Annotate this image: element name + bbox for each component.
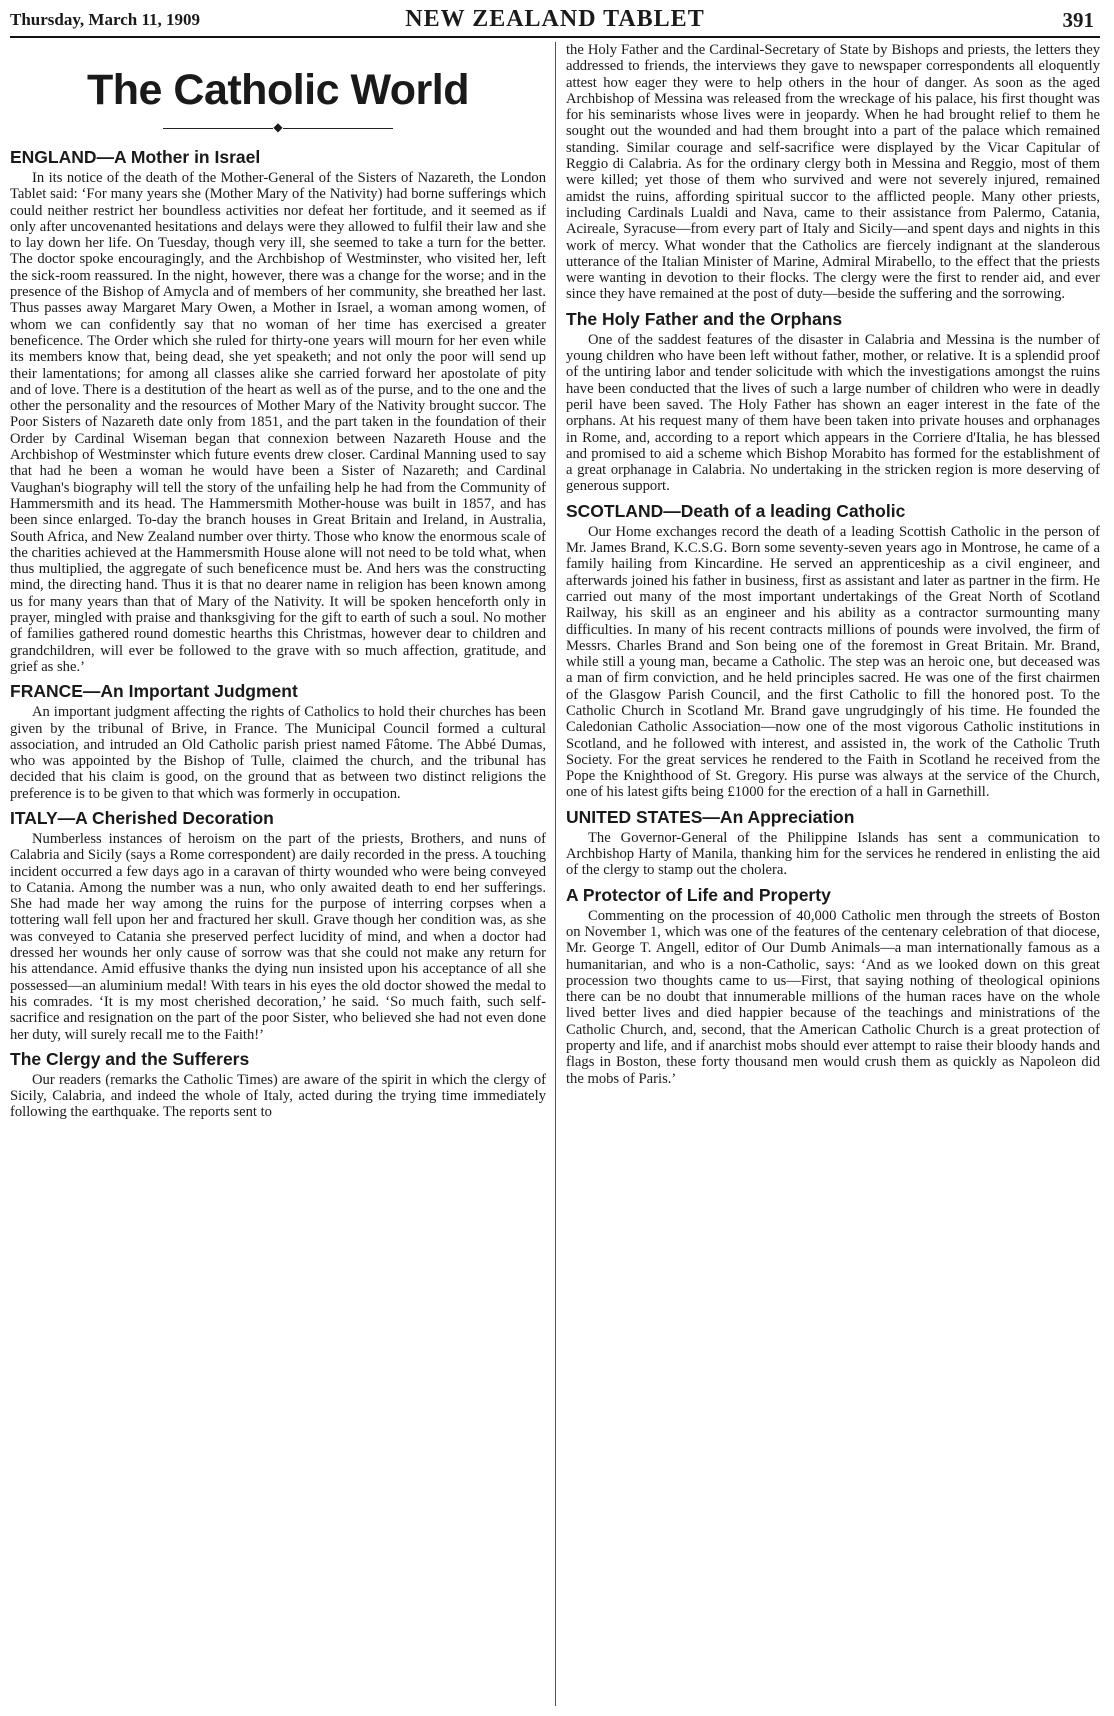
article-heading-clergy: The Clergy and the Sufferers — [10, 1048, 250, 1069]
article-body-italy: Numberless instances of heroism on the part of the priests, Brothers, and nuns of Calabria and Sicily (says a Rome correspondent) are daily recorded in the press. A touching incident occurred a few days ago in a caravan of thirty wounded who were being conveyed to Catania. Among the number was a nun, who only awaited death to end her sufferings. She had made her way among the ruins for the purpose of interring corpses when a tottering wall fell upon her and fractured her skull. Grave though her condition was, as she was conveyed to Catania she preserved perfect lucidity of mind, and when a doctor had dressed her wounds her only cause of sorrow was that she could not make any return for his attendance. Amid effusive thanks the dying nun insisted upon his acceptance of all she possessed—an aluminium medal! With tears in his eyes the old doctor showed the medal to his comrades. ‘It is my most cherished decoration,’ he said. ‘So much faith, such self-sacrifice and resignation on the part of the poor Sister, who believed she had not even done her duty, will surely recall me to the Faith!’ — [10, 830, 546, 1043]
article-body-clergy: Our readers (remarks the Catholic Times) are aware of the spirit in which the clergy of Sicily, Calabria, and indeed the whole of Italy, acted during the trying time immediately following the earthquake. The reports sent to — [10, 1071, 546, 1121]
article-body-england: In its notice of the death of the Mother-General of the Sisters of Nazareth, the London Tablet said: ‘For many years she (Mother Mary of the Nativity) had borne sufferings which could neither restrict her boundless activities nor defeat her fortitude, and it seemed as if only after uncovenanted hesitations and delays were they allowed to fulfil their law and she to lay down her life. On Tuesday, though very ill, she seemed to take a turn for the better. The doctor spoke encouragingly, and the Archbishop of Westminster, who visited her, left the sick-room reassured. In the night, however, there was a change for the worse; and in the presence of the Bishop of Amycla and of members of her community, she breathed her last. Thus passes away Margaret Mary Owen, a Mother in Israel, a woman among women, of whom we can confidently say that no woman of her time has exercised a greater beneficence. The Order which she ruled for thirty-one years will mourn for her even while its members know that, being dead, she yet speaketh; and not only the poor will send up their lamentations; for among all classes alike she carried forward her apostolate of pity and of love. There is a destitution of the heart as well as of the purse, and to the one and the other the personality and the resources of Mother Mary of the Nativity brought succor. The Poor Sisters of Nazareth date only from 1851, and the part taken in the foundation of their Order by Cardinal Wiseman began that connexion between Nazareth House and the Archbishop of Westminster which future events drew closer. Cardinal Manning used to say that had he been a woman he would have been a Sister of Nazareth; and Cardinal Vaughan's biography will tell the story of the unfailing help he had from the Community of Hammersmith and its head. The Hammersmith Mother-house was built in 1857, and has been since enlarged. To-day the branch houses in Great Britain and Ireland, in Australia, South Africa, and New Zealand number over thirty. Those who know the enormous scale of the charities achieved at the Hammersmith House alone will not need to be told what, when thus multiplied, the aggregate of such beneficence must be. And hers was the constructing mind, the directing hand. Thus it is that no dearer name in religion has been known among us for many years than that of Mary of the Nativity. It will be spoken henceforth only in prayer, mingled with praise and thanksgiving for the gift to earth of such a soul. No mother of families gathered round domestic hearths this Christmas, however dear to children and grandchildren, will ever be followed to the grave with so much affection, gratitude, and grief as she.’ — [10, 170, 546, 675]
article-body-orphans: One of the saddest features of the disaster in Calabria and Messina is the number of young children who have been left without father, mother, or relative. It is a splendid proof of the untiring labor and tender solicitude with which the investigations amongst the ruins have been conducted that the lives of such a large number of children who were in deadly peril have been saved. The Holy Father has shown an eager interest in the fate of the orphans. At his request many of them have been taken into private houses and orphanages in Rome, and, according to a report which appears in the Corriere d'Italia, he has blessed and promised to aid a scheme which Bishop Morabito has formed for the establishment of a great orphanage in Calabria. No undertaking in the stricken region is more deserving of generous support. — [566, 331, 1100, 495]
page-header — [10, 6, 1100, 38]
article-heading-united-states: UNITED STATES—An Appreciation — [566, 806, 855, 827]
article-heading-protector: A Protector of Life and Property — [566, 884, 831, 905]
title-ornament: ◆ — [10, 121, 546, 133]
article-heading-france: FRANCE—An Important Judgment — [10, 681, 298, 702]
article-body-protector: Commenting on the procession of 40,000 Catholic men through the streets of Boston on November 1, which was one of the features of the centenary celebration of that diocese, Mr. George T. Angell, editor of Our Dumb Animals—a man internationally famous as a humanitarian, and who is a non-Catholic, says: ‘And as we looked down on this great procession two thoughts came to us—First, that saying nothing of theological opinions there can be no doubt that innumerable millions of the human races have on the whole lived better lives and died happier because of the teachings and ministrations of the Catholic Church, and, second, that the American Catholic Church is a great protection of property and life, and if anarchist mobs should ever attempt to raise their bloody hands and flags in Boston, these forty thousand men would crush them as quickly as Napoleon did the mobs of Paris.’ — [566, 907, 1100, 1087]
right-column — [566, 42, 1100, 1710]
issue-date: Thursday, March 11, 1909 — [10, 10, 201, 29]
article-body-united-states: The Governor-General of the Philippine Islands has sent a communication to Archbishop Harty of Manila, thanking him for the services he rendered in enlisting the aid of the clergy to stamp out the cholera. — [566, 829, 1100, 879]
newspaper-title: NEW ZEALAND TABLET — [405, 6, 705, 32]
article-heading-orphans: The Holy Father and the Orphans — [566, 308, 843, 329]
article-heading-italy: ITALY—A Cherished Decoration — [10, 807, 274, 828]
article-heading-scotland: SCOTLAND—Death of a leading Catholic — [566, 500, 906, 521]
page-number: 391 — [1062, 8, 1094, 32]
article-body-france: An important judgment affecting the rights of Catholics to hold their churches has been given by the tribunal of Brive, in France. The Municipal Council formed a cultural association, and intruded an Old Catholic parish priest named Fâtome. The Abbé Dumas, who was appointed by the Bishop of Tulle, claimed the church, and the tribunal has decided that his claim is good, on the ground that as between two distinct religions the preference is to be given to that which was formerly in occupation. — [10, 704, 546, 802]
article-heading-england: ENGLAND—A Mother in Israel — [10, 147, 261, 167]
left-column — [10, 42, 546, 1710]
article-body-scotland: Our Home exchanges record the death of a leading Scottish Catholic in the person of Mr. James Brand, K.C.S.G. Born some seventy-seven years ago in Montrose, he came of a family hailing from Kincardine. He served an apprenticeship as a civil engineer, and afterwards joined his father in business, first as assistant and later as partner in the firm. He carried out many of the most important undertakings of the Great North of Scotland Railway, his skill as an engineer and his ability as a contractor surmounting many difficulties. In many of his recent contracts millions of pounds were involved, the firm of Messrs. Charles Brand and Son being one of the foremost in Great Britain. Mr. Brand, while still a young man, became a Catholic. The step was an heroic one, but deceased was a man of firm conviction, and he held principles sacred. He was one of the first chairmen of the Glasgow Parish Council, and the first Catholic to fill the honored post. To the Catholic Church in Scotland Mr. Brand gave ungrudgingly of his time. He founded the Caledonian Catholic Association—now one of the most vigorous Catholic institutions in Scotland, and he followed with interest, and assisted in, the work of the Catholic Truth Society. For the great services he rendered to the Faith in Scotland he received from the Pope the Knighthood of St. Gregory. His purse was always at the service of the Church, one of his latest gifts being £1000 for the erection of a hall in Garnethill. — [566, 523, 1100, 801]
column-divider — [555, 42, 556, 1706]
section-title: The Catholic World — [87, 66, 469, 114]
article-body-clergy-continued: the Holy Father and the Cardinal-Secretary of State by Bishops and priests, the letters they addressed to friends, the interviews they gave to newspaper correspondents all eloquently attest how eager they were to help others in the hour of danger. As soon as the aged Archbishop of Messina was released from the wreckage of his palace, his first thought was for his seminarists whose lives were in jeopardy. When he had brought relief to them he sought out the wounded and had them brought into a part of the palace which remained standing. Similar courage and self-sacrifice were displayed by the Vicar Capitular of Reggio di Calabria. As for the ordinary clergy both in Messina and Reggio, most of them were killed; yet those of them who survived and were not severely injured, remained amidst the ruins, affording spiritual succor to the afflicted people. Many other priests, including Cardinals Lualdi and Nava, came to their assistance from Palermo, Catania, Acireale, Syracuse—from every part of Italy and Sicily—and spent days and nights in this work of mercy. What wonder that the Catholics are fiercely indignant at the slanderous utterance of the Italian Minister of Marine, Admiral Mirabello, to the effect that the priests were wanting in devotion to their flocks. The clergy were the first to render aid, and ever since they have remained at the post of duty—beside the suffering and the sorrowing. — [566, 42, 1100, 303]
